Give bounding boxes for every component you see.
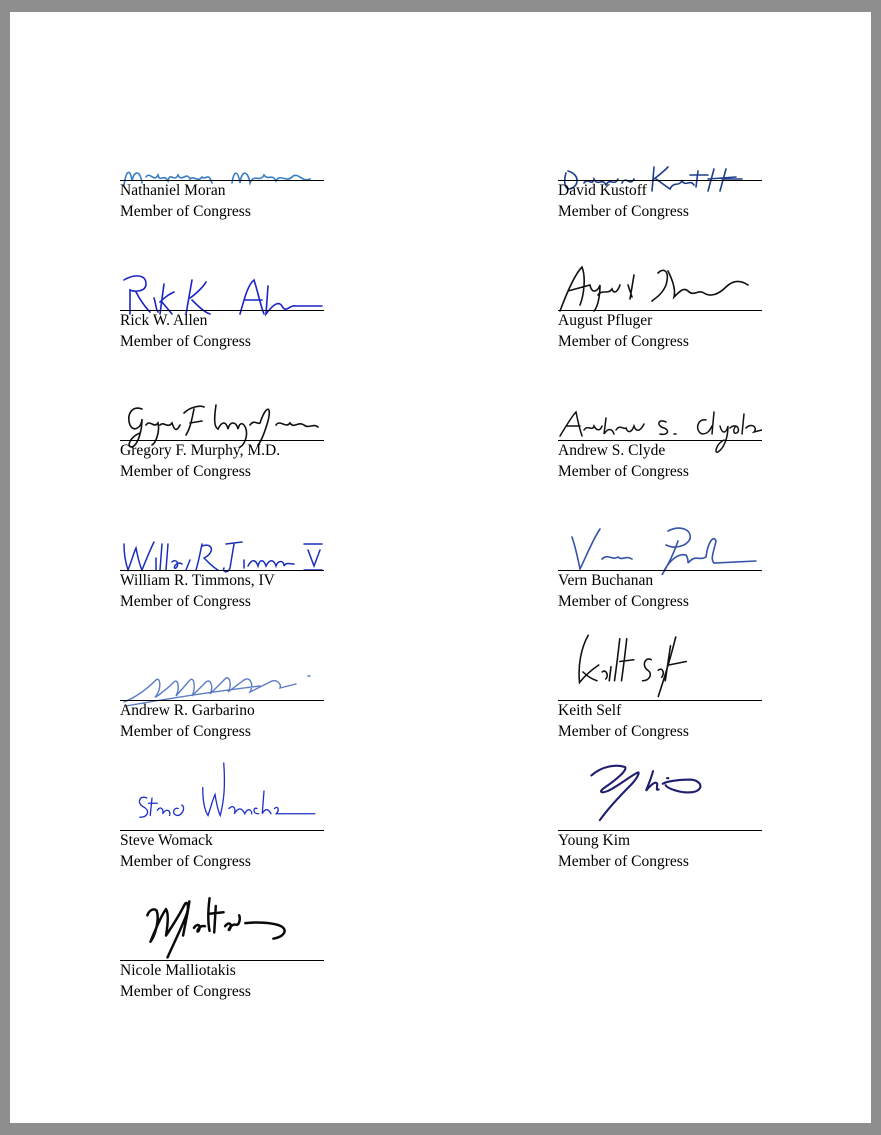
signatory-name: Andrew R. Garbarino	[120, 702, 255, 719]
signatory-name: August Pfluger	[558, 312, 653, 329]
signature-line	[120, 830, 324, 831]
signatory-title: Member of Congress	[558, 203, 689, 220]
signatory-title: Member of Congress	[558, 333, 689, 350]
signature-line	[558, 310, 762, 311]
signatory-title: Member of Congress	[120, 853, 251, 870]
signature-image	[558, 760, 762, 830]
signature-line	[120, 440, 324, 441]
signatory-name: Rick W. Allen	[120, 312, 208, 329]
signatory-name: Nathaniel Moran	[120, 182, 226, 199]
signatory-title: Member of Congress	[120, 333, 251, 350]
signatory-name: Gregory F. Murphy, M.D.	[120, 442, 281, 459]
signatory-title: Member of Congress	[120, 463, 251, 480]
signature-line	[558, 180, 762, 181]
signature-line	[120, 180, 324, 181]
signature-line	[120, 960, 324, 961]
signature-line	[558, 700, 762, 701]
signatory-title: Member of Congress	[558, 593, 689, 610]
signatory-name: William R. Timmons, IV	[120, 572, 275, 589]
signatory-title: Member of Congress	[120, 723, 251, 740]
signatory-title: Member of Congress	[120, 203, 251, 220]
signatory-name: David Kustoff	[558, 182, 647, 199]
signatory-name: Steve Womack	[120, 832, 213, 849]
signatory-title: Member of Congress	[558, 463, 689, 480]
signature-image	[558, 630, 762, 700]
signature-line	[558, 570, 762, 571]
signature-image	[558, 142, 762, 212]
signature-line	[558, 440, 762, 441]
signature-line	[120, 310, 324, 311]
signature-image	[120, 756, 324, 826]
signature-image	[120, 142, 324, 212]
signatory-name: Keith Self	[558, 702, 622, 719]
signatory-title: Member of Congress	[558, 723, 689, 740]
signatory-name: Vern Buchanan	[558, 572, 654, 589]
document-page	[10, 12, 871, 1123]
signatory-title: Member of Congress	[120, 593, 251, 610]
signature-line	[120, 570, 324, 571]
signatory-title: Member of Congress	[120, 983, 251, 1000]
signature-image	[120, 892, 324, 962]
signatory-name: Young Kim	[558, 832, 631, 849]
signature-line	[558, 830, 762, 831]
signatory-name: Andrew S. Clyde	[558, 442, 666, 459]
signatory-name: Nicole Malliotakis	[120, 962, 236, 979]
signatory-title: Member of Congress	[558, 853, 689, 870]
signature-line	[120, 700, 324, 701]
